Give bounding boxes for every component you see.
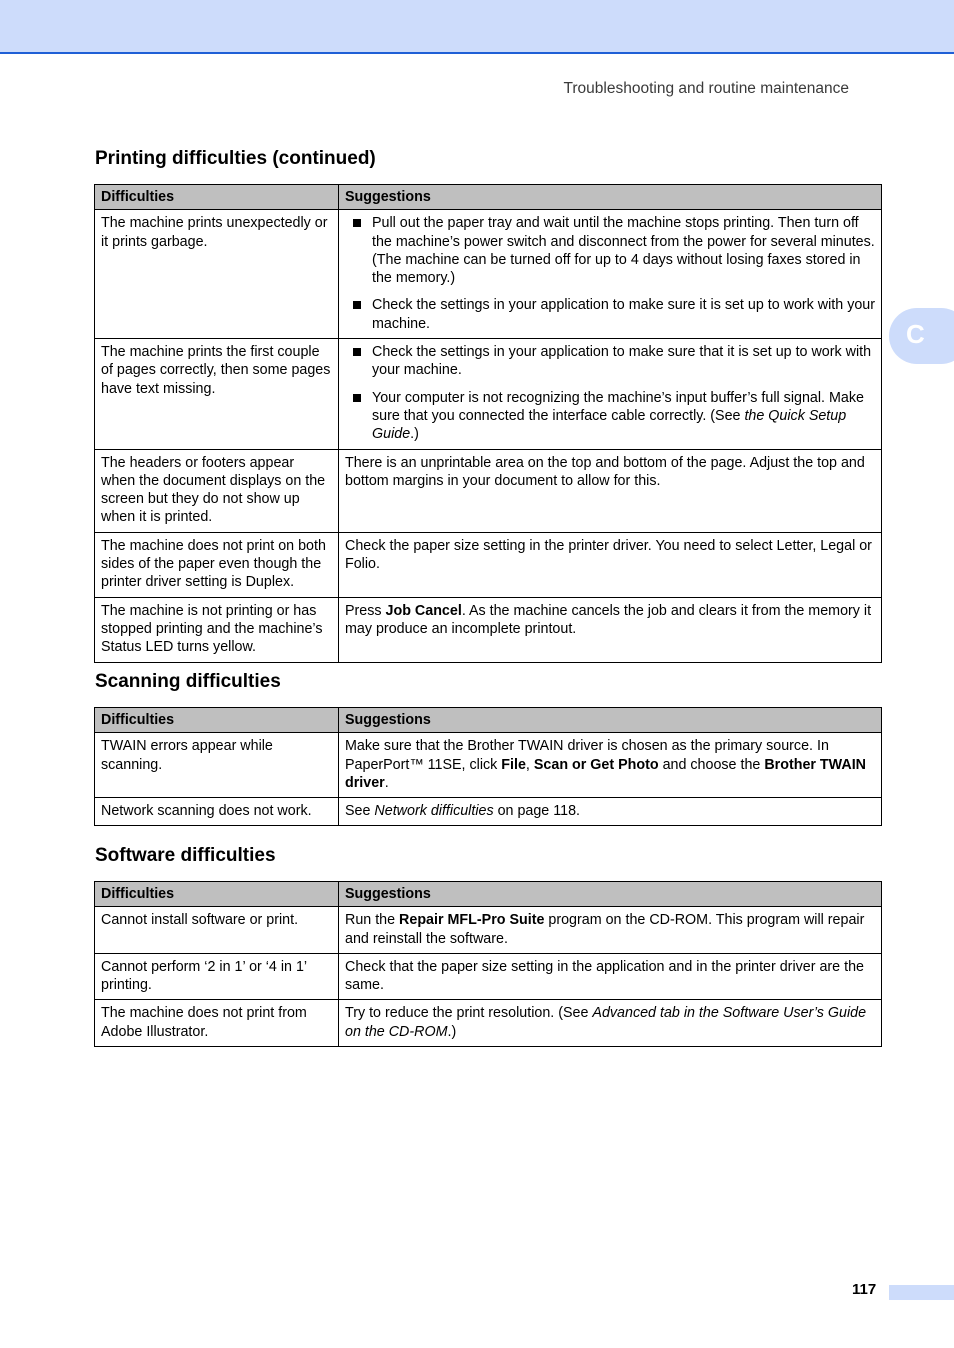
column-header-difficulties: Difficulties <box>95 882 339 907</box>
table-header-row <box>95 708 882 733</box>
suggestion-cell: There is an unprintable area on the top and bottom of the page. Adjust the top and bottom margins in your document to allow for this. <box>339 449 882 532</box>
difficulty-cell: The machine prints the first couple of pages correctly, then some pages have text missing. <box>95 339 339 449</box>
list-item: Check the settings in your application to make sure it is set up to work with your machine. <box>345 296 875 333</box>
key-name: Job Cancel <box>385 602 462 619</box>
difficulty-cell: The headers or footers appear when the document displays on the screen but they do not show up when it is printed. <box>95 449 339 532</box>
suggestion-cell: Press Job Cancel. As the machine cancels the job and clears it from the memory it may produce an incomplete printout. <box>339 597 882 662</box>
column-header-suggestions: Suggestions <box>339 708 882 733</box>
suggestion-cell: Try to reduce the print resolution. (See Advanced tab in the Software User’s Guide on the CD-ROM.) <box>339 1000 882 1047</box>
column-header-suggestions: Suggestions <box>339 185 882 210</box>
table-row <box>95 953 882 1000</box>
difficulty-cell: TWAIN errors appear while scanning. <box>95 733 339 798</box>
scanning-difficulties-table <box>94 707 882 826</box>
difficulty-cell: The machine does not print on both sides of the paper even though the printer driver setting is Duplex. <box>95 532 339 597</box>
square-bullet-icon <box>353 219 361 227</box>
column-header-difficulties: Difficulties <box>95 185 339 210</box>
difficulty-cell: The machine is not printing or has stopped printing and the machine’s Status LED turns yellow. <box>95 597 339 662</box>
suggestion-cell: Run the Repair MFL-Pro Suite program on the CD-ROM. This program will repair and reinstall the software. <box>339 907 882 954</box>
scanning-section-heading: Scanning difficulties <box>95 671 281 692</box>
difficulty-cell: Cannot perform ‘2 in 1’ or ‘4 in 1’ printing. <box>95 953 339 1000</box>
printing-difficulties-table <box>94 184 882 663</box>
square-bullet-icon <box>353 394 361 402</box>
table-header-row <box>95 185 882 210</box>
difficulty-cell: The machine does not print from Adobe Illustrator. <box>95 1000 339 1047</box>
program-name: Repair MFL-Pro Suite <box>399 912 545 929</box>
top-header-band <box>0 0 954 54</box>
running-header-title: Troubleshooting and routine maintenance <box>563 80 849 97</box>
table-row <box>95 907 882 954</box>
suggestion-list <box>345 214 875 333</box>
suggestion-cell: See Network difficulties on page 118. <box>339 798 882 826</box>
chapter-tab-letter: C <box>906 319 925 349</box>
guide-reference: the Quick Setup Guide <box>372 407 847 443</box>
table-row <box>95 210 882 339</box>
driver-name: Brother TWAIN driver <box>345 756 866 791</box>
list-item: Your computer is not recognizing the machine’s input buffer’s full signal. Make sure that you connected the interface cable correctly. (See the Quick Setup Guide.) <box>345 389 875 444</box>
menu-name: Scan or Get Photo <box>533 756 659 773</box>
suggestion-cell: Check that the paper size setting in the application and in the printer driver are the same. <box>339 953 882 1000</box>
menu-name: File <box>501 756 526 773</box>
column-header-difficulties: Difficulties <box>95 708 339 733</box>
software-difficulties-table <box>94 881 882 1047</box>
printing-section-heading: Printing difficulties (continued) <box>95 148 376 169</box>
section-reference: Network difficulties <box>374 803 494 820</box>
table-row <box>95 532 882 597</box>
table-header-row <box>95 882 882 907</box>
square-bullet-icon <box>353 348 361 356</box>
suggestion-cell <box>339 210 882 339</box>
software-section-heading: Software difficulties <box>95 845 276 866</box>
list-item: Pull out the paper tray and wait until the machine stops printing. Then turn off the machine’s power switch and disconnect from the power for several minutes. (The machine can be turned off for up to 4 days without losing faxes stored in the memory.) <box>345 214 875 287</box>
page-number: 117 <box>852 1281 877 1298</box>
footer-band <box>889 1285 954 1300</box>
difficulty-cell: The machine prints unexpectedly or it prints garbage. <box>95 210 339 339</box>
suggestion-cell <box>339 339 882 449</box>
suggestion-cell: Make sure that the Brother TWAIN driver is chosen as the primary source. In PaperPort™ 11SE, click File, Scan or Get Photo and choose the Brother TWAIN driver. <box>339 733 882 798</box>
suggestion-list <box>345 343 875 443</box>
table-row <box>95 733 882 798</box>
table-row <box>95 339 882 449</box>
column-header-suggestions: Suggestions <box>339 882 882 907</box>
difficulty-cell: Cannot install software or print. <box>95 907 339 954</box>
table-row <box>95 449 882 532</box>
difficulty-cell: Network scanning does not work. <box>95 798 339 826</box>
table-row <box>95 597 882 662</box>
table-row <box>95 1000 882 1047</box>
table-row <box>95 798 882 826</box>
suggestion-cell: Check the paper size setting in the printer driver. You need to select Letter, Legal or Folio. <box>339 532 882 597</box>
guide-reference: Advanced tab in the Software User’s Guide on the CD-ROM <box>345 1005 867 1040</box>
square-bullet-icon <box>353 301 361 309</box>
list-item: Check the settings in your application to make sure that it is set up to work with your machine. <box>345 343 875 380</box>
